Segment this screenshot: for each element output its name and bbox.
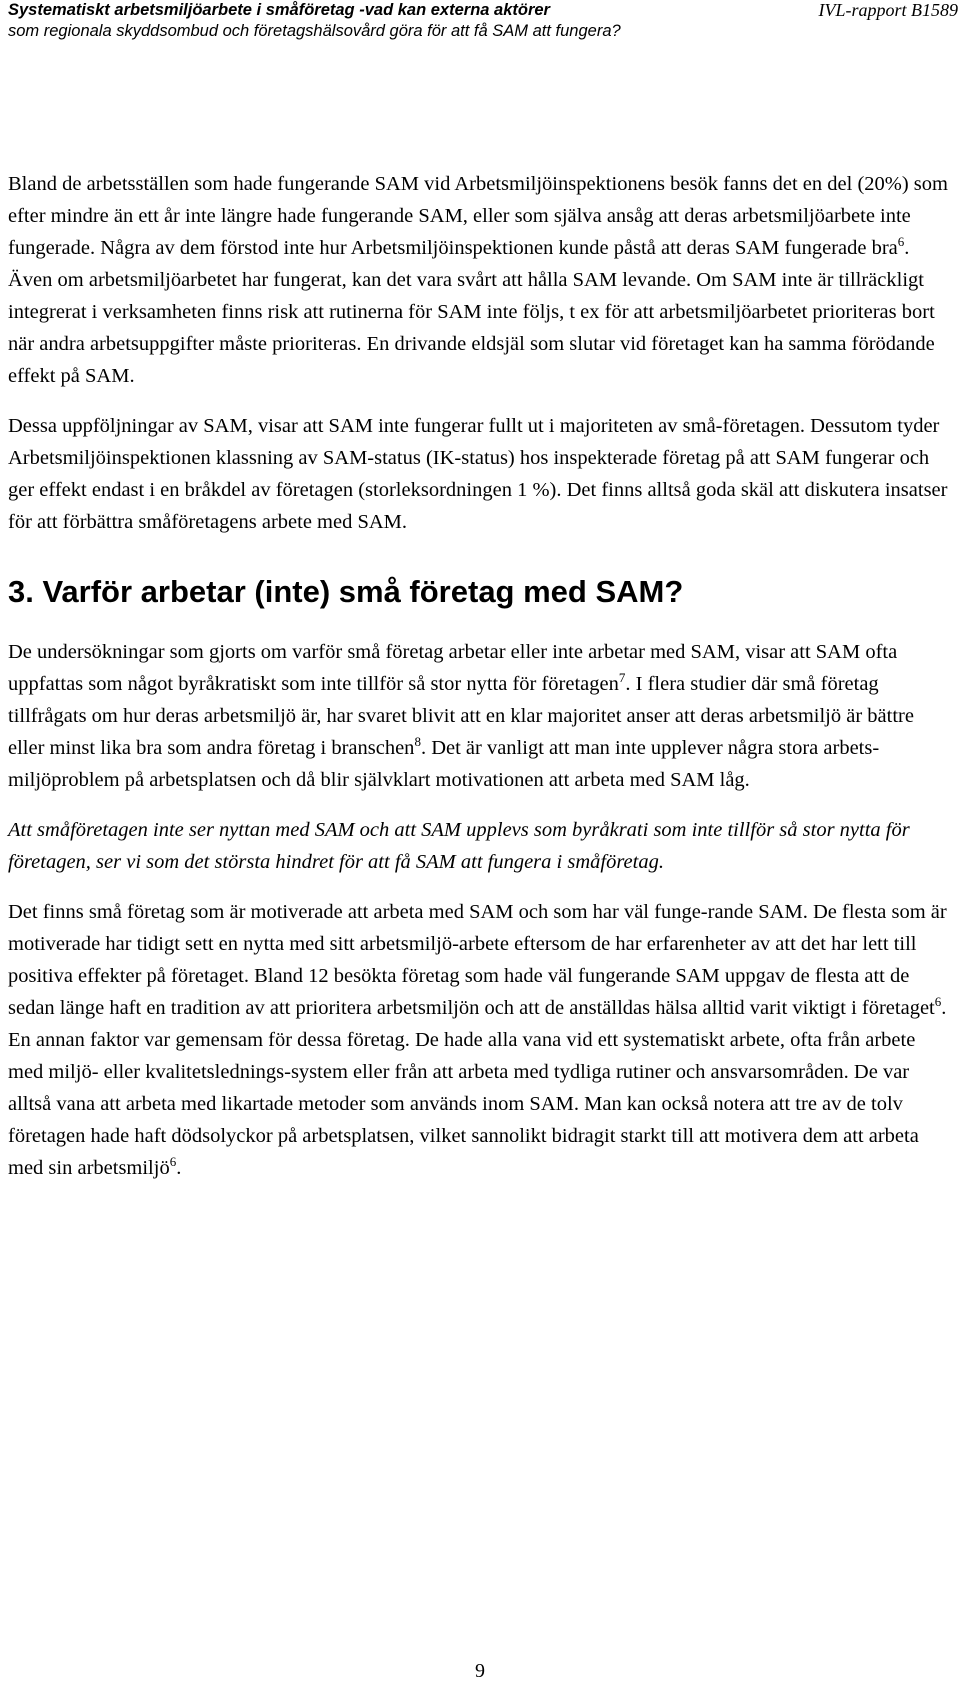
paragraph-text: Det finns små företag som är motiverade att arbeta med SAM och som har väl funge-rande SAM. De flesta som är motiverade har tidigt sett en nytta med sitt arbetsmiljö-arbete eftersom de har erfarenheter av att det har lett till positiva effekter på företaget. Bland 12 besökta företag som hade väl fungerande SAM uppgav de flesta att de sedan länge haft en tradition av att prioritera arbetsmiljön och att de anställdas hälsa alltid varit viktigt i företaget (8, 901, 947, 1019)
paragraph-text: . (176, 1157, 182, 1179)
document-body (8, 168, 950, 1202)
paragraph-motivated-companies (8, 896, 950, 1184)
paragraph-text: . Det är vanligt att man inte upplever några stora arbets-miljöproblem på arbetsplatsen och då blir självklart motivationen att arbeta med SAM låg. (8, 737, 880, 791)
paragraph-main-obstacle (8, 814, 950, 878)
section-heading: 3. Varför arbetar (inte) små företag med SAM? (8, 574, 684, 609)
paragraph-text: Bland de arbetsställen som hade fungerande SAM vid Arbetsmiljöinspektionens besök fanns det en del (20%) som efter mindre än ett år inte längre hade fungerande SAM, eller som själva ansåg att deras arbetsmiljöarbete inte fungerade. Några av dem förstod inte hur Arbetsmiljöinspektionen kunde påstå att deras SAM fungerade bra (8, 173, 948, 259)
paragraph-sam-follow-through (8, 168, 950, 392)
footnote-ref: 7 (618, 670, 626, 685)
paragraph-text: De undersökningar som gjorts om varför små företag arbetar eller inte arbetar med SAM, visar att SAM ofta uppfattas som något byråkratiskt som inte tillför så stor nytta för företagen (8, 641, 898, 695)
report-id: IVL-rapport B1589 (818, 0, 958, 20)
page-number: 9 (475, 1660, 485, 1682)
footnote-ref: 8 (414, 734, 421, 749)
page-header (8, 0, 958, 42)
footnote-ref: 6 (897, 234, 905, 249)
header-title: Systematiskt arbetsmiljöarbete i småföretag -vad kan externa aktörer (8, 1, 550, 19)
header-subtitle: som regionala skyddsombud och företagshälsovård göra för att få SAM att fungera? (8, 22, 621, 40)
paragraph-text: Att småföretagen inte ser nyttan med SAM och att SAM upplevs som byråkrati som inte tillför så stor nytta för företagen, ser vi som det största hindret för att få SAM att fungera i småföretag. (8, 819, 910, 873)
header-title-line (8, 0, 958, 21)
paragraph-studies (8, 636, 950, 796)
paragraph-sam-followups (8, 410, 950, 538)
paragraph-text: . I flera studier där små företag tillfrågats om hur deras arbetsmiljö är, har svaret blivit att en klar majoritet anser att deras arbetsmiljö är bättre eller minst lika bra som andra företag i branschen (8, 673, 914, 759)
paragraph-text: . En annan faktor var gemensam för dessa företag. De hade alla vana vid ett systematiskt arbete, ofta från arbete med miljö- eller kvalitetslednings-system eller från att arbeta med tydliga rutiner och ansvarsområden. De var alltså vana att arbeta med likartade metoder som används inom SAM. Man kan också notera att tre av de tolv företagen hade haft dödsolyckor på arbetsplatsen, vilket sannolikt bidragit starkt till att motivera dem att arbeta med sin arbetsmiljö (8, 997, 947, 1179)
footnote-ref: 6 (934, 994, 942, 1009)
paragraph-text: . Även om arbetsmiljöarbetet har fungerat, kan det vara svårt att hålla SAM levande. Om SAM inte är tillräckligt integrerat i verksamheten finns risk att rutinerna för SAM inte följs, t ex för att arbetsmiljöarbetet prioriteras bort när andra arbetsuppgifter måste prioriteras. En drivande eldsjäl som slutar vid företaget kan ha samma förödande effekt på SAM. (8, 237, 935, 387)
paragraph-text: Dessa uppföljningar av SAM, visar att SAM inte fungerar fullt ut i majoriteten av små-företagen. Dessutom tyder Arbetsmiljöinspektionen klassning av SAM-status (IK-status) hos inspekterade företag på att SAM fungerar och ger effekt endast i en bråkdel av företagen (storleksordningen 1 %). Det finns alltså goda skäl att diskutera insatser för att förbättra småföretagens arbete med SAM. (8, 415, 948, 533)
footnote-ref: 6 (169, 1154, 177, 1169)
